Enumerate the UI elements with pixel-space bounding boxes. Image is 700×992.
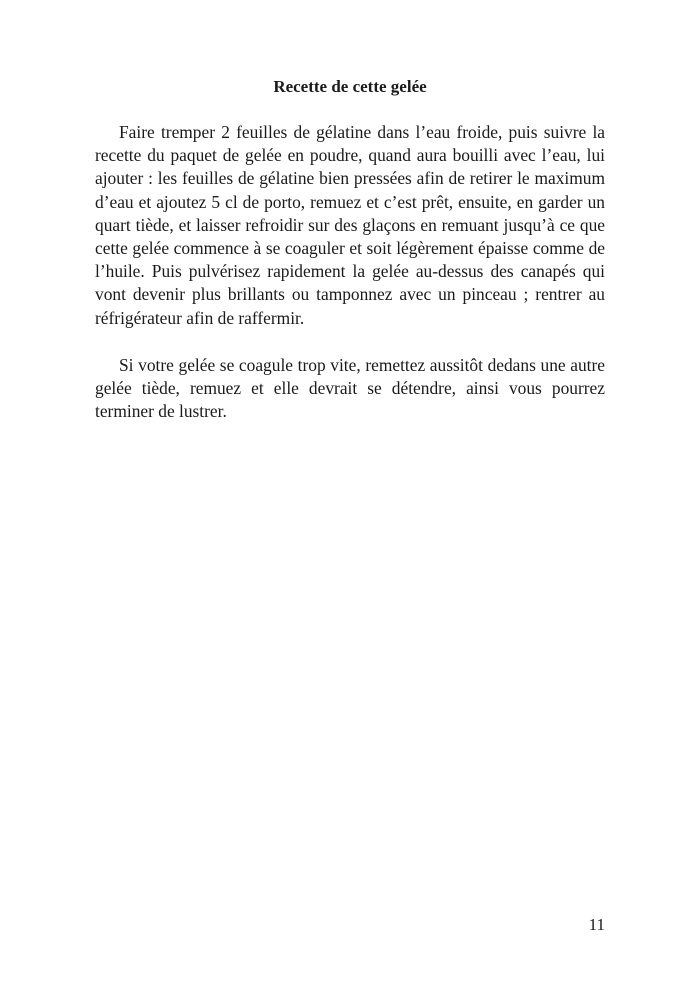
recipe-title: Recette de cette gelée: [273, 77, 427, 96]
paragraph-tip: Si votre gelée se coagule trop vite, remettez aussitôt dedans une autre gelée tiède, remuez et elle devrait se détendre, ainsi vous pourrez terminer de lustrer.: [95, 354, 605, 422]
page-number: 11: [588, 915, 605, 934]
recipe-body: [95, 121, 605, 423]
paragraph-instructions: Faire tremper 2 feuilles de gélatine dans l’eau froide, puis suivre la recette du paquet de gelée en poudre, quand aura bouilli avec l’eau, lui ajouter : les feuilles de gélatine bien pressées afin de retirer le maximum d’eau et ajoutez 5 cl de porto, remuez et c’est prêt, ensuite, en garder un quart tiède, et laisser refroidir sur des glaçons en remuant jusqu’à ce que cette gelée commence à se coaguler et soit légèrement épaisse comme de l’huile. Puis pulvérisez rapidement la gelée au-dessus des canapés qui vont devenir plus brillants ou tamponnez avec un pinceau ; rentrer au réfrigérateur afin de raffermir.: [95, 122, 605, 328]
